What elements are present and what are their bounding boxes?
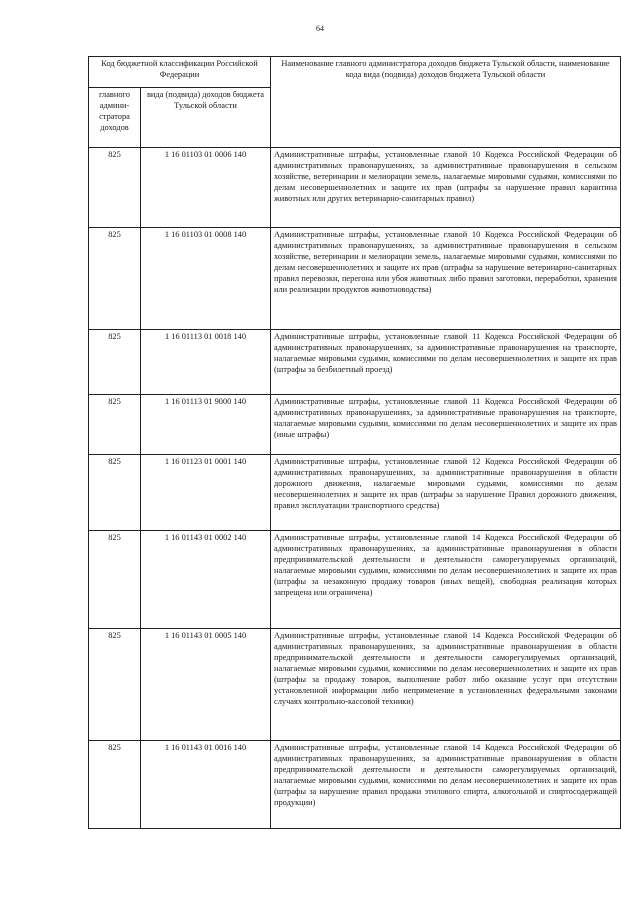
header-code-column: вида (подвида) доходов бюджета Тульской области xyxy=(141,88,271,148)
income-name-cell: Административные штрафы, установленные главой 14 Кодекса Российской Федерации об административных правонарушениях, за административные правонарушения в области предпринимательской деятельности и деятельности саморегулируемых организаций, налагаемые мировыми судьями, комиссиями по делам несовершеннолетних и защите их прав (штрафы за продажу товаров, выполнение работ либо оказание услуг при отсутствии установленной информации либо неприменение в установленных федеральными законами случаях контрольно-кассовой техники) xyxy=(271,629,621,741)
income-code-cell: 1 16 01143 01 0016 140 xyxy=(141,741,271,829)
income-code-cell: 1 16 01143 01 0002 140 xyxy=(141,531,271,629)
admin-code-cell: 825 xyxy=(89,531,141,629)
admin-code-cell: 825 xyxy=(89,629,141,741)
table-row xyxy=(89,330,621,395)
admin-code-cell: 825 xyxy=(89,395,141,455)
income-name-cell: Административные штрафы, установленные главой 10 Кодекса Российской Федерации об административных правонарушениях, за административные правонарушения в сельском хозяйстве, ветеринарии и мелиорации земель, налагаемые мировыми судьями, комиссиями по делам несовершеннолетних и защите их прав (штрафы за нарушение ветеринарно-санитарных правил перевозки, перегона или убоя животных либо правил заготовки, переработки, хранения или реализации продуктов животноводства) xyxy=(271,228,621,330)
table-row xyxy=(89,741,621,829)
income-code-cell: 1 16 01103 01 0006 140 xyxy=(141,148,271,228)
table-row xyxy=(89,395,621,455)
income-code-cell: 1 16 01103 01 0008 140 xyxy=(141,228,271,330)
admin-code-cell: 825 xyxy=(89,741,141,829)
table-row xyxy=(89,531,621,629)
income-name-cell: Административные штрафы, установленные главой 11 Кодекса Российской Федерации об административных правонарушениях, за административные правонарушения на транспорте, налагаемые мировыми судьями, комиссиями по делам несовершеннолетних и защите их прав (иные штрафы) xyxy=(271,395,621,455)
table-row xyxy=(89,629,621,741)
header-admin-column: главного админи-стратора доходов xyxy=(89,88,141,148)
table-row xyxy=(89,228,621,330)
budget-classification-table xyxy=(88,56,621,829)
admin-code-cell: 825 xyxy=(89,228,141,330)
income-name-cell: Административные штрафы, установленные главой 14 Кодекса Российской Федерации об административных правонарушениях, за административные правонарушения в области предпринимательской деятельности и деятельности саморегулируемых организаций, налагаемые мировыми судьями, комиссиями по делам несовершеннолетних и защите их прав (штрафы за нарушение правил продажи этилового спирта, алкогольной и спиртосодержащей продукции) xyxy=(271,741,621,829)
page-number: 64 xyxy=(316,24,324,33)
income-name-cell: Административные штрафы, установленные главой 10 Кодекса Российской Федерации об административных правонарушениях, за административные правонарушения в сельском хозяйстве, ветеринарии и мелиорации земель, налагаемые мировыми судьями, комиссиями по делам несовершеннолетних и защите их прав (штрафы за нарушение правил карантина животных или других ветеринарно-санитарных правил) xyxy=(271,148,621,228)
header-name-column: Наименование главного администратора доходов бюджета Тульской области, наименование кода вида (подвида) доходов бюджета Тульской области xyxy=(271,57,621,148)
income-code-cell: 1 16 01123 01 0001 140 xyxy=(141,455,271,531)
admin-code-cell: 825 xyxy=(89,455,141,531)
admin-code-cell: 825 xyxy=(89,330,141,395)
income-name-cell: Административные штрафы, установленные главой 14 Кодекса Российской Федерации об административных правонарушениях, за административные правонарушения в области предпринимательской деятельности и деятельности саморегулируемых организаций, налагаемые мировыми судьями, комиссиями по делам несовершеннолетних и защите их прав (штрафы за незаконную продажу товаров (иных вещей), свободная реализация которых запрещена или ограничена) xyxy=(271,531,621,629)
income-name-cell: Административные штрафы, установленные главой 12 Кодекса Российской Федерации об административных правонарушениях, за административные правонарушения в области дорожного движения, налагаемые мировыми судьями, комиссиями по делам несовершеннолетних и защите их прав (штрафы за нарушение Правил дорожного движения, правил эксплуатации транспортного средства) xyxy=(271,455,621,531)
income-code-cell: 1 16 01113 01 0018 140 xyxy=(141,330,271,395)
income-name-cell: Административные штрафы, установленные главой 11 Кодекса Российской Федерации об административных правонарушениях, за административные правонарушения на транспорте, налагаемые мировыми судьями, комиссиями по делам несовершеннолетних и защите их прав (штрафы за безбилетный проезд) xyxy=(271,330,621,395)
income-code-cell: 1 16 01143 01 0005 140 xyxy=(141,629,271,741)
admin-code-cell: 825 xyxy=(89,148,141,228)
header-code-group: Код бюджетной классификации Российской Федерации xyxy=(89,57,271,88)
table-row xyxy=(89,455,621,531)
income-code-cell: 1 16 01113 01 9000 140 xyxy=(141,395,271,455)
table-row xyxy=(89,148,621,228)
